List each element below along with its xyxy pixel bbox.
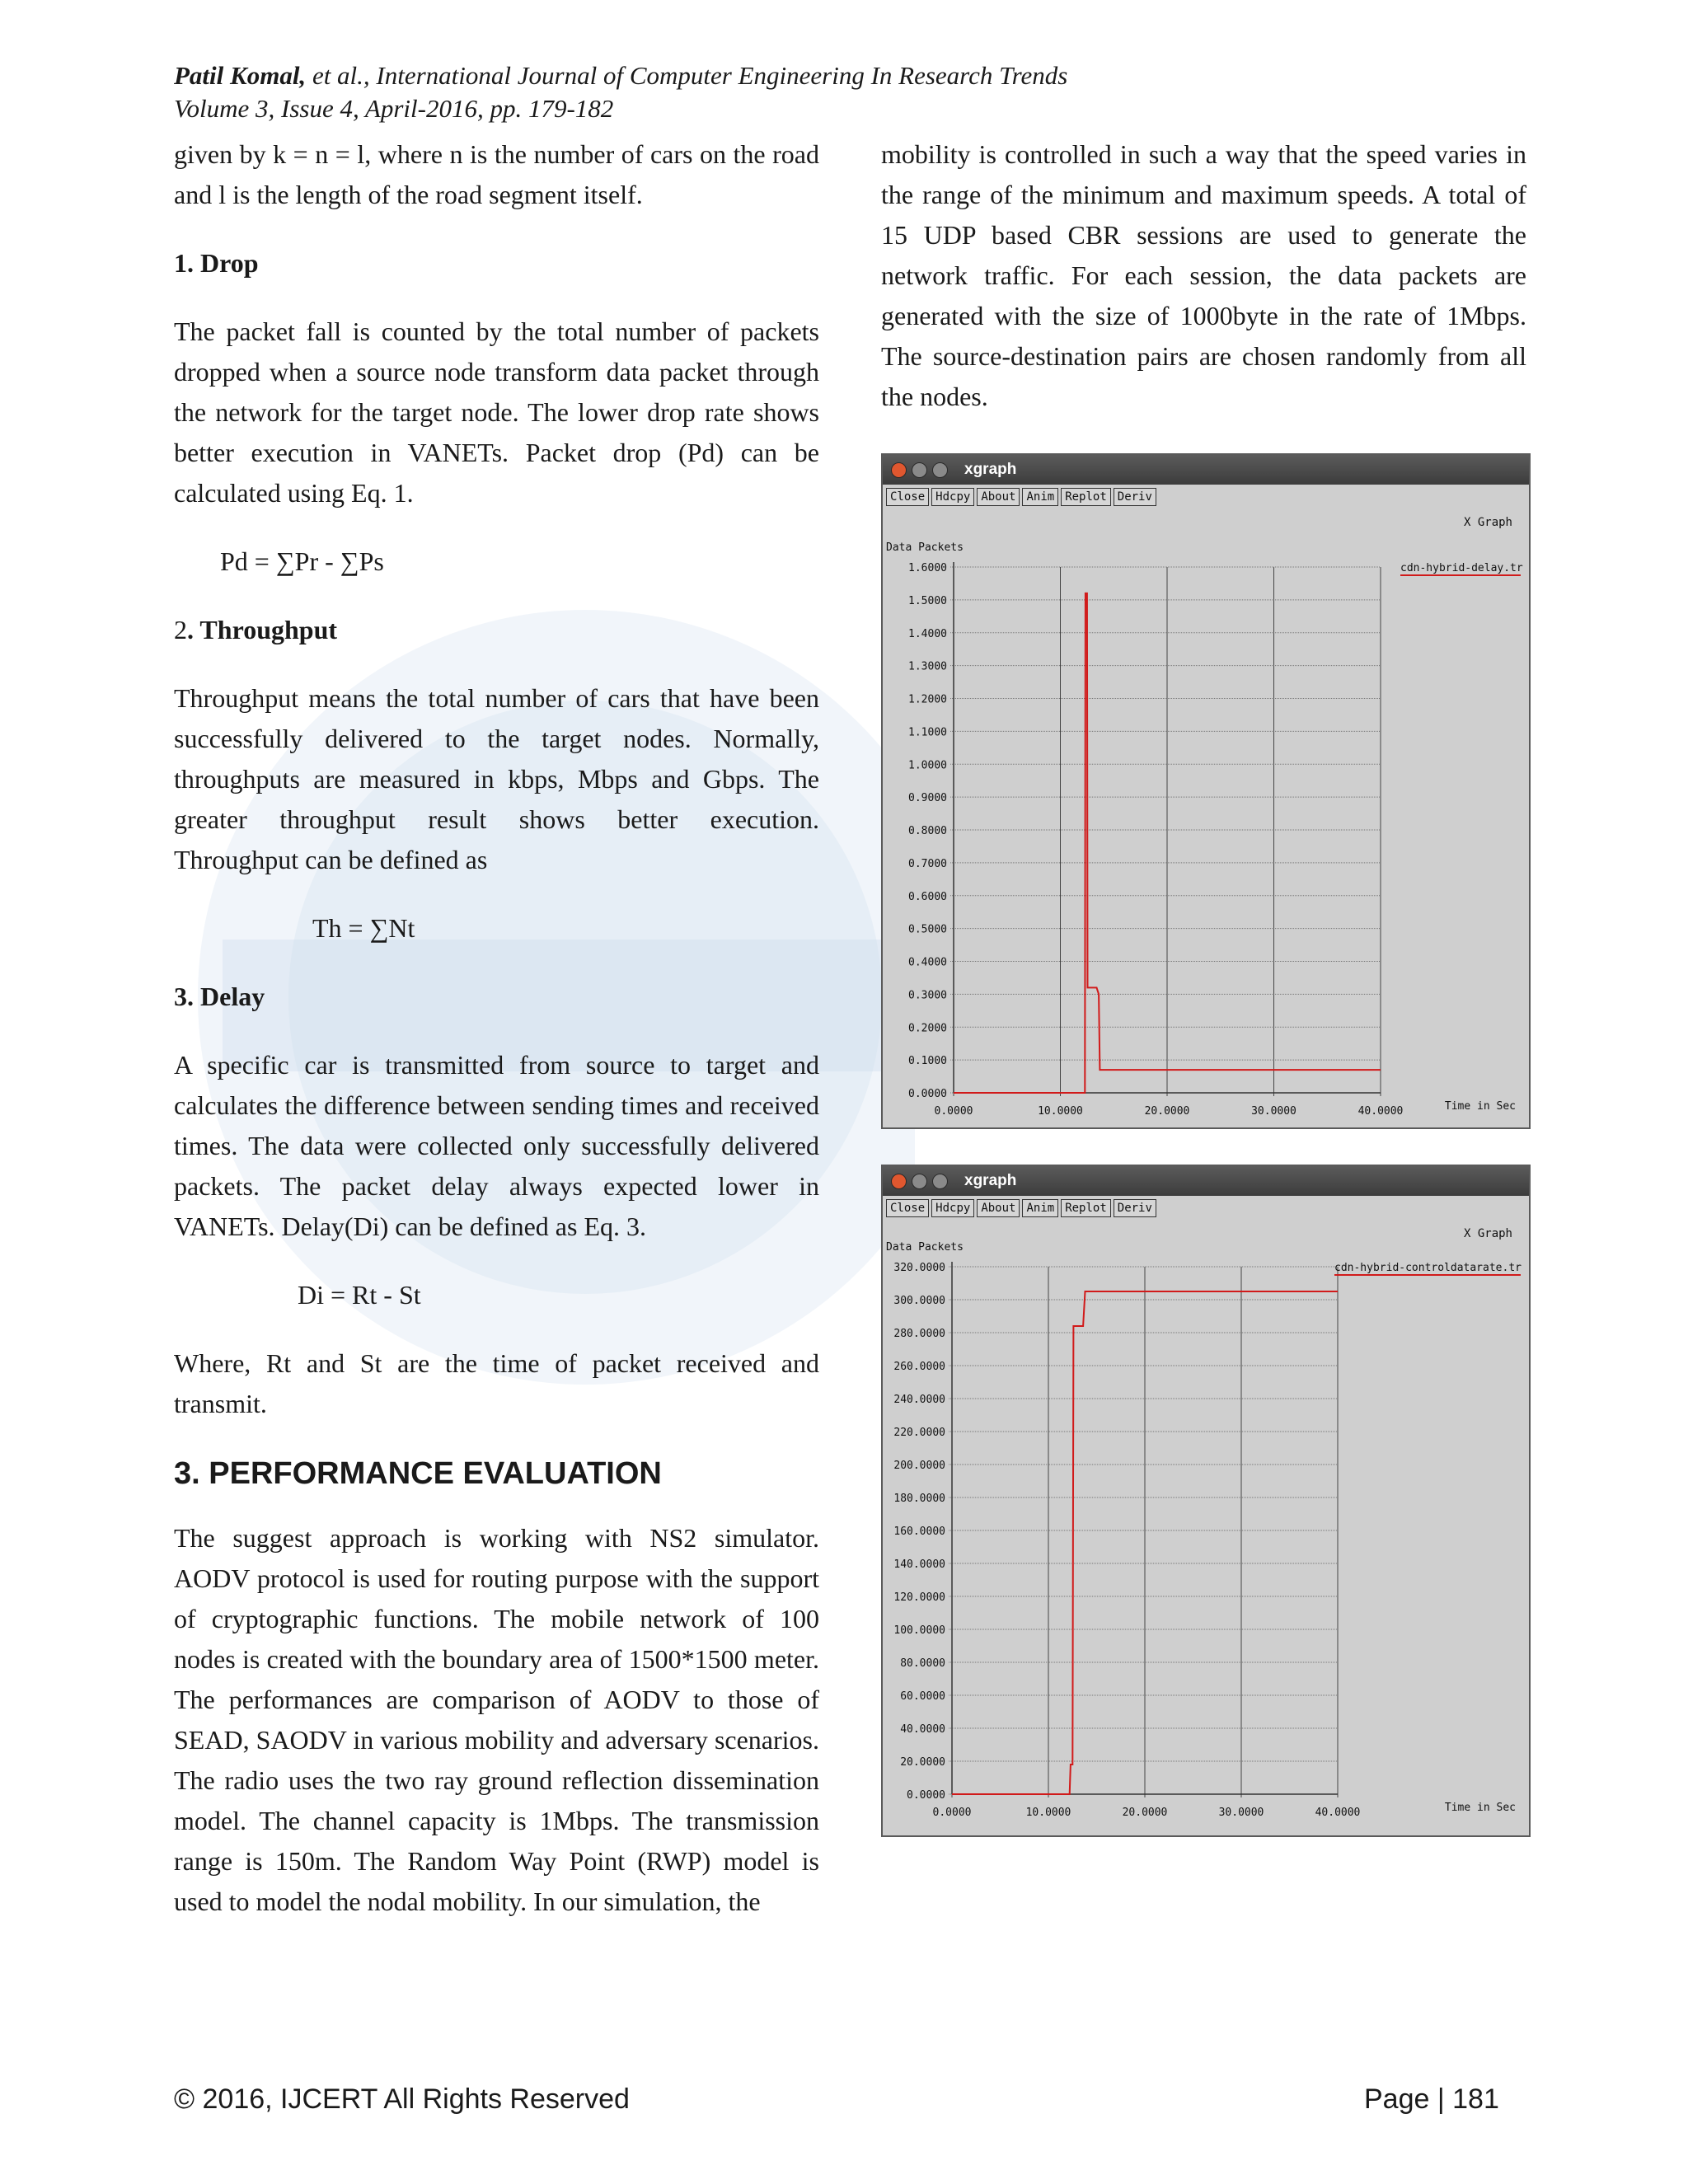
- window-title: xgraph: [964, 1172, 1017, 1189]
- xgraph-toolbar: [886, 1199, 1156, 1217]
- y-tick-label: 0.3000: [908, 989, 947, 1002]
- x-tick-label: 0.0000: [934, 1105, 973, 1118]
- heading-drop: 1. Drop: [174, 248, 259, 278]
- chart-delay: [883, 485, 1529, 1127]
- y-tick-label: 1.2000: [908, 693, 947, 706]
- y-tick-label: 220.0000: [893, 1427, 945, 1439]
- y-tick-label: 0.1000: [908, 1055, 947, 1068]
- y-tick-label: 300.0000: [893, 1295, 945, 1307]
- window-titlebar: [883, 1166, 1529, 1196]
- y-tick-label: 160.0000: [893, 1526, 945, 1538]
- replot-button[interactable]: Replot: [1061, 488, 1111, 506]
- y-axis-title: Data Packets: [886, 1241, 964, 1254]
- y-tick-label: 180.0000: [893, 1493, 945, 1505]
- hdcpy-button[interactable]: Hdcpy: [931, 488, 974, 506]
- left-column: [174, 134, 819, 1950]
- header-journal: et al., International Journal of Computer Engineering In Research Trends: [306, 61, 1068, 90]
- x-tick-label: 40.0000: [1357, 1105, 1404, 1118]
- legend-label: cdn-hybrid-delay.tr: [1400, 562, 1523, 574]
- equation-drop: Pd = ∑Pr - ∑Ps: [220, 546, 384, 576]
- close-button[interactable]: Close: [886, 488, 929, 506]
- about-button[interactable]: About: [977, 488, 1020, 506]
- y-tick-label: 0.9000: [908, 792, 947, 805]
- y-tick-label: 0.7000: [908, 857, 947, 870]
- y-tick-label: 0.6000: [908, 890, 947, 903]
- x-tick-label: 10.0000: [1025, 1807, 1071, 1819]
- y-tick-label: 1.1000: [908, 726, 947, 739]
- y-tick-label: 240.0000: [893, 1394, 945, 1406]
- heading-delay: 3. Delay: [174, 982, 265, 1011]
- y-tick-label: 0.0000: [908, 1088, 947, 1100]
- y-tick-label: 0.8000: [908, 825, 947, 837]
- y-tick-label: 100.0000: [893, 1624, 945, 1637]
- hdcpy-button[interactable]: Hdcpy: [931, 1199, 974, 1217]
- heading-throughput-number: 2: [174, 615, 187, 644]
- y-tick-label: 200.0000: [893, 1460, 945, 1472]
- y-tick-label: 60.0000: [900, 1690, 945, 1703]
- y-tick-label: 20.0000: [900, 1756, 945, 1769]
- window-minimize-icon[interactable]: [912, 1174, 927, 1189]
- chart-controldatarate: [883, 1196, 1529, 1835]
- y-tick-label: 260.0000: [893, 1361, 945, 1373]
- paragraph-delay: A specific car is transmitted from source to target and calculates the difference between sending times and received times. The data were collected only successfully delivered packets. The packet delay always expected lower in VANETs. Delay(Di) can be defined as Eq. 3.: [174, 1050, 819, 1241]
- anim-button[interactable]: Anim: [1022, 1199, 1058, 1217]
- footer-copyright: © 2016, IJCERT All Rights Reserved: [174, 2083, 630, 2115]
- y-tick-label: 80.0000: [900, 1657, 945, 1670]
- paragraph-drop: The packet fall is counted by the total number of packets dropped when a source node transform data packet through the network for the target node. The lower drop rate shows better execution in VANETs. Packet drop (Pd) can be calculated using Eq. 1.: [174, 316, 819, 508]
- deriv-button[interactable]: Deriv: [1114, 1199, 1156, 1217]
- window-title: xgraph: [964, 461, 1017, 478]
- equation-throughput: Th = ∑Nt: [312, 913, 415, 943]
- xgraph-window-controldatarate: [881, 1165, 1531, 1837]
- y-tick-label: 280.0000: [893, 1328, 945, 1340]
- heading-throughput-text: . Throughput: [187, 615, 338, 644]
- close-button[interactable]: Close: [886, 1199, 929, 1217]
- legend-label: cdn-hybrid-controldatarate.tr: [1334, 1262, 1522, 1274]
- y-tick-label: 1.5000: [908, 594, 947, 607]
- about-button[interactable]: About: [977, 1199, 1020, 1217]
- x-tick-label: 0.0000: [932, 1807, 972, 1819]
- window-maximize-icon[interactable]: [932, 1174, 948, 1189]
- window-minimize-icon[interactable]: [912, 462, 927, 478]
- window-titlebar: [883, 455, 1529, 485]
- running-header: [174, 59, 1067, 125]
- y-tick-label: 0.2000: [908, 1022, 947, 1035]
- paragraph-intro: given by k = n = l, where n is the number of cars on the road and l is the length of the road segment itself.: [174, 139, 819, 209]
- x-axis-title: Time in Sec: [1444, 1100, 1516, 1113]
- chart-title: X Graph: [1463, 1227, 1512, 1240]
- plot-background: [883, 485, 1529, 1127]
- paragraph-where: Where, Rt and St are the time of packet received and transmit.: [174, 1348, 819, 1418]
- section-title: 3. PERFORMANCE EVALUATION: [174, 1456, 662, 1491]
- x-tick-label: 30.0000: [1218, 1807, 1264, 1819]
- window-maximize-icon[interactable]: [932, 462, 948, 478]
- deriv-button[interactable]: Deriv: [1114, 488, 1156, 506]
- y-tick-label: 0.5000: [908, 923, 947, 936]
- y-tick-label: 0.0000: [907, 1789, 945, 1802]
- right-column: [881, 134, 1526, 445]
- heading-throughput: [174, 610, 819, 650]
- header-volume: Volume 3, Issue 4, April-2016, pp. 179-182: [174, 94, 614, 123]
- replot-button[interactable]: Replot: [1061, 1199, 1111, 1217]
- y-tick-label: 320.0000: [893, 1262, 945, 1274]
- y-tick-label: 1.3000: [908, 660, 947, 673]
- y-tick-label: 1.4000: [908, 627, 947, 640]
- footer-page-number: Page | 181: [1364, 2083, 1499, 2115]
- y-tick-label: 140.0000: [893, 1558, 945, 1571]
- window-close-icon[interactable]: [891, 1174, 907, 1189]
- xgraph-toolbar: [886, 488, 1156, 506]
- equation-delay: Di = Rt - St: [298, 1280, 421, 1310]
- chart-title: X Graph: [1463, 516, 1512, 529]
- x-axis-title: Time in Sec: [1444, 1802, 1516, 1814]
- x-tick-label: 30.0000: [1251, 1105, 1296, 1118]
- x-tick-label: 20.0000: [1122, 1807, 1168, 1819]
- y-tick-label: 120.0000: [893, 1591, 945, 1604]
- x-tick-label: 10.0000: [1038, 1105, 1083, 1118]
- paragraph-evaluation: The suggest approach is working with NS2 simulator. AODV protocol is used for routing purpose with the support of cryptographic functions. The mobile network of 100 nodes is created with the boundary area of 1500*1500 meter. The performances are comparison of AODV to those of SEAD, SAODV in various mobility and adversary scenarios. The radio uses the two ray ground reflection dissemination model. The channel capacity is 1Mbps. The transmission range is 150m. The Random Way Point (RWP) model is used to model the nodal mobility. In our simulation, the: [174, 1523, 819, 1916]
- window-close-icon[interactable]: [891, 462, 907, 478]
- paragraph-mobility: mobility is controlled in such a way that the speed varies in the range of the minimum and maximum speeds. A total of 15 UDP based CBR sessions are used to generate the network traffic. For each session, the data packets are generated with the size of 1000byte in the rate of 1Mbps. The source-destination pairs are chosen randomly from all the nodes.: [881, 139, 1526, 411]
- y-tick-label: 0.4000: [908, 956, 947, 969]
- anim-button[interactable]: Anim: [1022, 488, 1058, 506]
- header-author: Patil Komal,: [174, 61, 307, 90]
- y-tick-label: 1.6000: [908, 562, 947, 574]
- y-axis-title: Data Packets: [886, 541, 964, 554]
- paragraph-throughput: Throughput means the total number of cars that have been successfully delivered to the target nodes. Normally, throughputs are measured in kbps, Mbps and Gbps. The greater throughput result shows better execution. Throughput can be defined as: [174, 683, 819, 874]
- x-tick-label: 20.0000: [1144, 1105, 1190, 1118]
- x-tick-label: 40.0000: [1315, 1807, 1361, 1819]
- xgraph-window-delay: [881, 453, 1531, 1129]
- y-tick-label: 1.0000: [908, 759, 947, 772]
- y-tick-label: 40.0000: [900, 1723, 945, 1736]
